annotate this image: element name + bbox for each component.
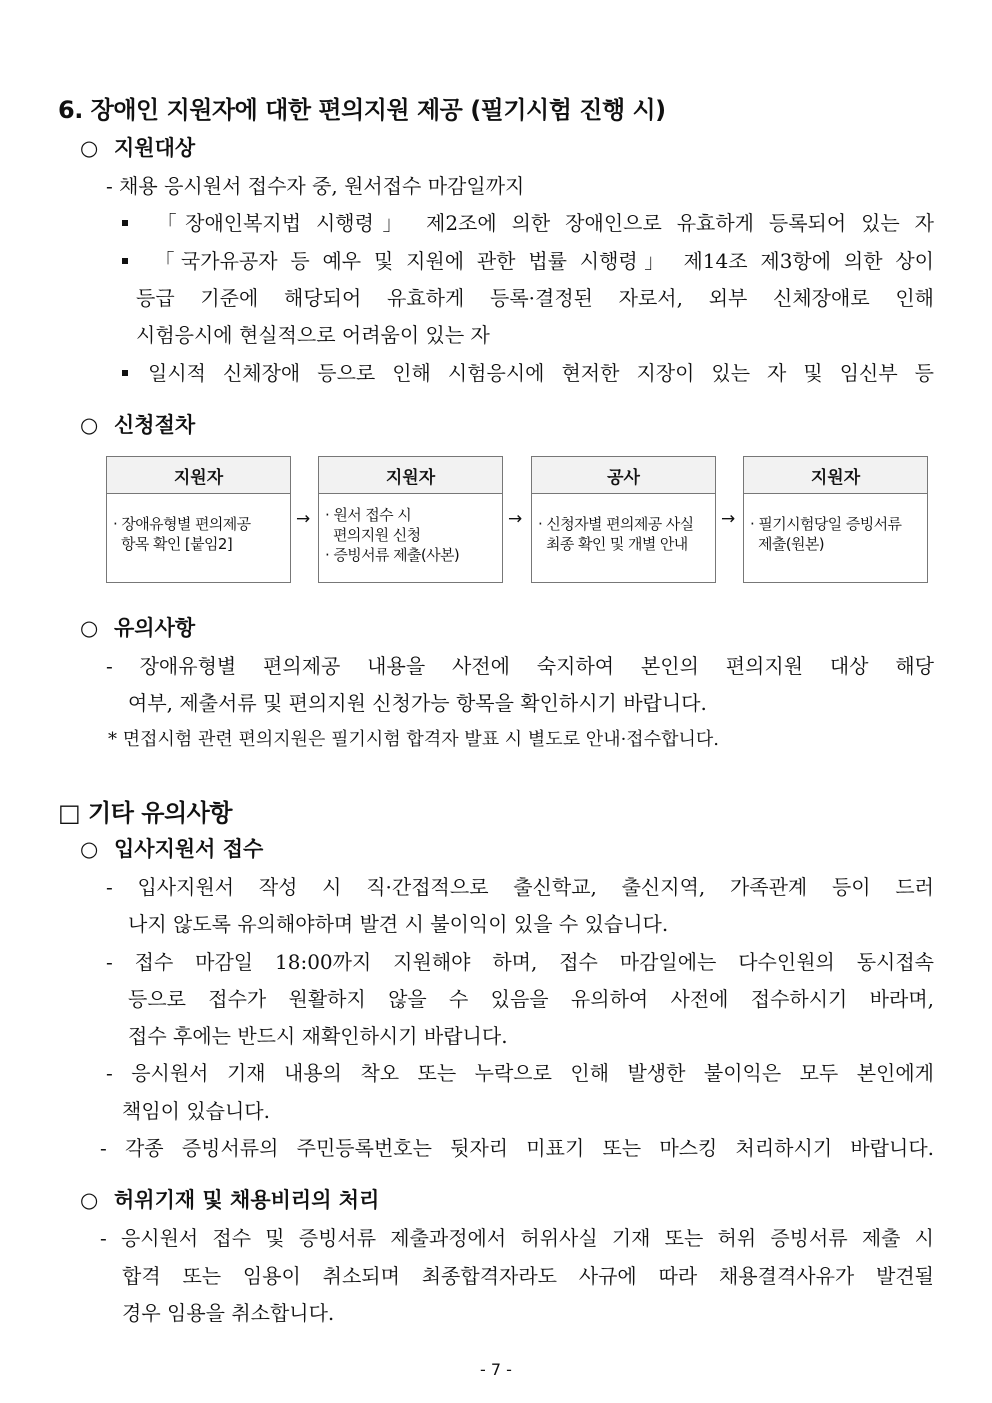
target-item-2: 「국가유공자 등 예우 및 지원에 관한 법률 시행령」 제14조 제3항에 의한 상이 [122, 245, 934, 274]
arrow-right-icon: → [296, 509, 311, 529]
subheading-procedure [80, 409, 195, 439]
application-line-5: 접수 후에는 반드시 재확인하시기 바랍니다. [128, 1024, 508, 1048]
application-line-1: - 입사지원서 작성 시 직·간접적으로 출신학교, 출신지역, 가족관계 등이 드러 [106, 875, 934, 899]
caution-line-2: 여부, 제출서류 및 편의지원 신청가능 항목을 확인하시기 바랍니다. [128, 691, 707, 715]
target-item-1: 「장애인복지법 시행령」 제2조에 의한 장애인으로 유효하게 등록되어 있는 자 [122, 207, 934, 236]
subheading-falsification [80, 1184, 379, 1214]
target-intro: - 채용 응시원서 접수자 중, 원서접수 마감일까지 [106, 174, 525, 198]
falsification-line-3: 경우 임용을 취소합니다. [122, 1301, 335, 1325]
arrow-right-icon: → [721, 509, 736, 529]
application-line-6: - 응시원서 기재 내용의 착오 또는 누락으로 인해 발생한 불이익은 모두 본인에게 [106, 1061, 934, 1085]
flow-step-3 [531, 456, 716, 583]
circle-marker: ○ [80, 616, 99, 640]
caution-note: * 면접시험 관련 편의지원은 필기시험 합격자 발표 시 별도로 안내·접수합니다. [108, 729, 719, 750]
flow-step-body: · 장애유형별 편의제공 항목 확인 [붙임2] [113, 515, 251, 553]
flow-step-actor: 지원자 [107, 457, 290, 494]
subheading-application [80, 833, 263, 863]
flow-step-body: · 신청자별 편의제공 사실 최종 확인 및 개별 안내 [538, 515, 694, 553]
subheading-target [80, 132, 195, 162]
application-line-7: 책임이 있습니다. [122, 1099, 270, 1123]
circle-marker: ○ [80, 413, 99, 437]
arrow-right-icon: → [508, 509, 523, 529]
square-bullet-icon [122, 258, 128, 264]
application-line-3: - 접수 마감일 18:00까지 지원해야 하며, 접수 마감일에는 다수인원의 동시접속 [106, 950, 934, 974]
section-title-other: □ 기타 유의사항 [58, 799, 232, 827]
subheading-label: 유의사항 [114, 615, 196, 640]
flow-step-actor: 지원자 [744, 457, 927, 494]
subheading-label: 허위기재 및 채용비리의 처리 [114, 1187, 380, 1212]
subheading-label: 지원대상 [114, 135, 196, 160]
flow-step-body: · 필기시험당일 증빙서류 제출(원본) [750, 515, 902, 553]
flow-step-1 [106, 456, 291, 583]
caution-line-1: - 장애유형별 편의제공 내용을 사전에 숙지하여 본인의 편의지원 대상 해당 [106, 654, 934, 678]
subheading-label: 신청절차 [114, 412, 196, 437]
application-line-8: - 각종 증빙서류의 주민등록번호는 뒷자리 미표기 또는 마스킹 처리하시기 바랍니다. [100, 1136, 934, 1160]
page-number: - 7 - [480, 1360, 512, 1379]
application-line-4: 등으로 접수가 원활하지 않을 수 있음을 유의하여 사전에 접수하시기 바라며, [128, 987, 934, 1011]
subheading-caution [80, 612, 195, 642]
target-item-2-cont2: 시험응시에 현실적으로 어려움이 있는 자 [136, 323, 490, 347]
circle-marker: ○ [80, 1188, 99, 1212]
flow-step-actor: 공사 [532, 457, 715, 494]
section-title: 6. 장애인 지원자에 대한 편의지원 제공 (필기시험 진행 시) [58, 96, 666, 124]
circle-marker: ○ [80, 837, 99, 861]
circle-marker: ○ [80, 136, 99, 160]
flow-step-body: · 원서 접수 시 편의지원 신청 · 증빙서류 제출(사본) [325, 506, 460, 564]
falsification-line-2: 합격 또는 임용이 취소되며 최종합격자라도 사규에 따라 채용결격사유가 발견될 [122, 1264, 934, 1288]
application-line-2: 나지 않도록 유의해야하며 발견 시 불이익이 있을 수 있습니다. [128, 912, 669, 936]
target-item-2-cont: 등급 기준에 해당되어 유효하게 등록·결정된 자로서, 외부 신체장애로 인해 [136, 286, 934, 310]
subheading-label: 입사지원서 접수 [114, 836, 264, 861]
square-bullet-icon [122, 370, 128, 376]
falsification-line-1: - 응시원서 접수 및 증빙서류 제출과정에서 허위사실 기재 또는 허위 증빙서류 제출 시 [100, 1226, 934, 1250]
flow-step-actor: 지원자 [319, 457, 502, 494]
square-bullet-icon [122, 220, 128, 226]
flow-step-4 [743, 456, 928, 583]
target-item-3: 일시적 신체장애 등으로 인해 시험응시에 현저한 지장이 있는 자 및 임신부 등 [122, 357, 934, 386]
flow-step-2 [318, 456, 503, 583]
